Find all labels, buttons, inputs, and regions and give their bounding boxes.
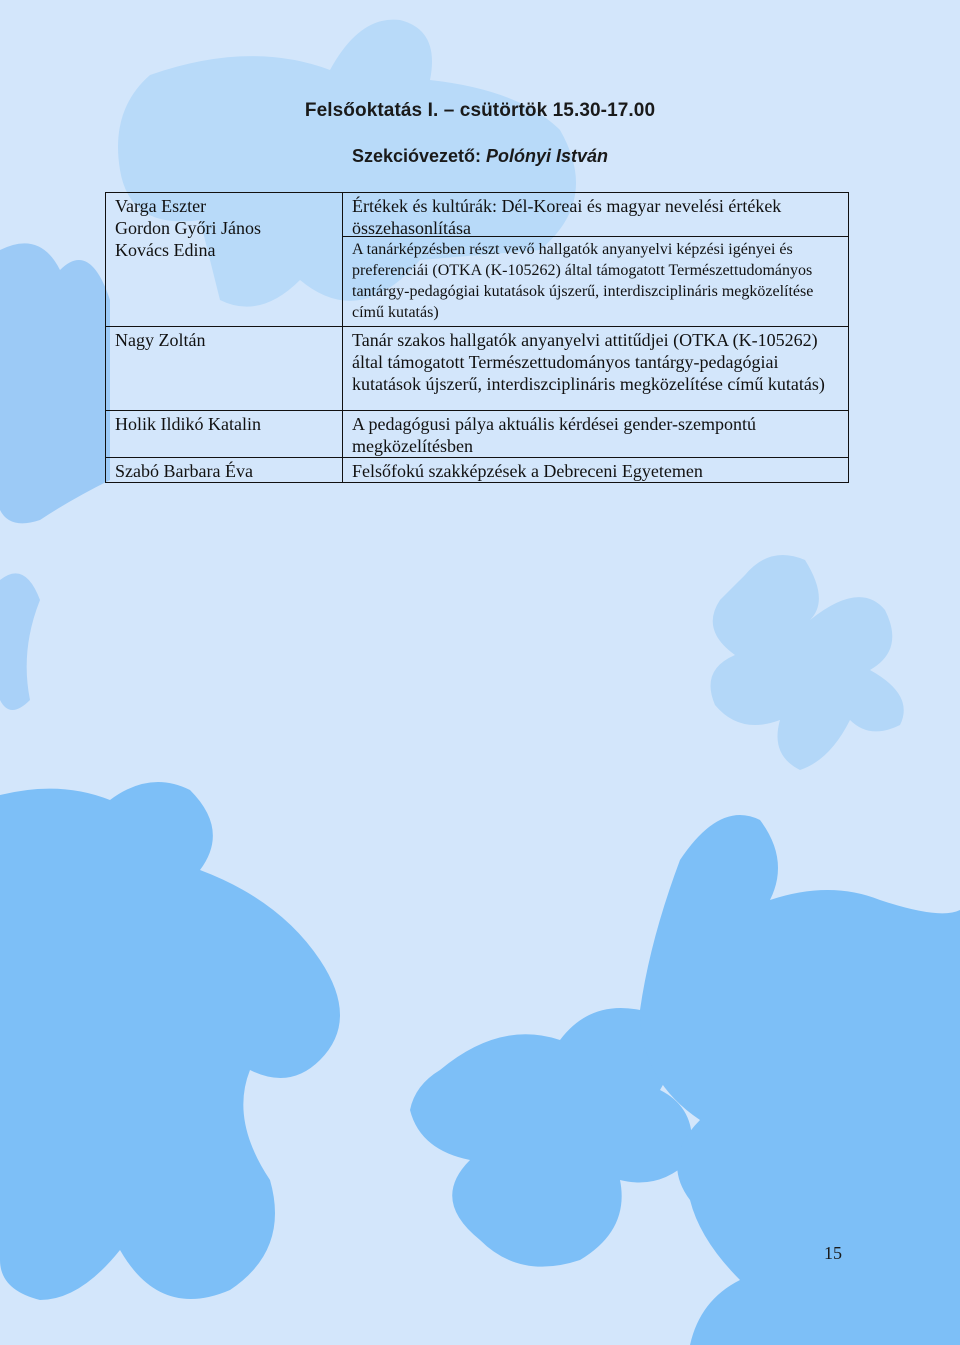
authors-cell [106,411,343,458]
section-chair [0,146,960,167]
presentation-title: Értékek és kultúrák: Dél-Koreai és magyar nevelési értékek összehasonlítása [343,193,848,237]
chair-label: Szekcióvezető: [351,146,487,166]
authors-cell [106,458,343,483]
author-name: Nagy Zoltán [115,330,206,350]
presentation-title: Tanár szakos hallgatók anyanyelvi attitűdjei (OTKA (K-105262) által támogatott Természettudományos tantárgy-pedagógiai kutatások újszerű, interdiszciplináris megközelítése című kutatás) [343,327,849,411]
presentation-title: Felsőfokú szakképzések a Debreceni Egyetemen [343,458,849,483]
author-name: Varga Eszter [115,196,207,216]
author-name: Holik Ildikó Katalin [115,414,261,434]
section-title: Felsőoktatás I. – csütörtök 15.30-17.00 [304,100,656,121]
table-row [106,327,849,411]
author-name: Kovács Edina [115,240,216,260]
sessions-table [105,192,849,483]
titles-cell [343,193,849,327]
authors-cell [106,327,343,411]
author-name: Szabó Barbara Éva [115,461,253,481]
chair-name: Polónyi István [486,146,609,166]
page-number: 15 [824,1243,842,1263]
table-row [106,193,849,327]
author-name: Gordon Győri János [115,218,261,238]
table-row [106,411,849,458]
presentation-title: A tanárképzésben részt vevő hallgatók anyanyelvi képzési igényei és preferenciái (OTKA (K-105262) által támogatott Természettudományos tantárgy-pedagógiai kutatások újszerű, interdiszciplináris megközelítése című kutatás) [352,241,814,321]
authors-cell [106,193,343,327]
table-row [106,458,849,483]
presentation-title: A pedagógusi pálya aktuális kérdései gender-szempontú megközelítésben [343,411,849,458]
